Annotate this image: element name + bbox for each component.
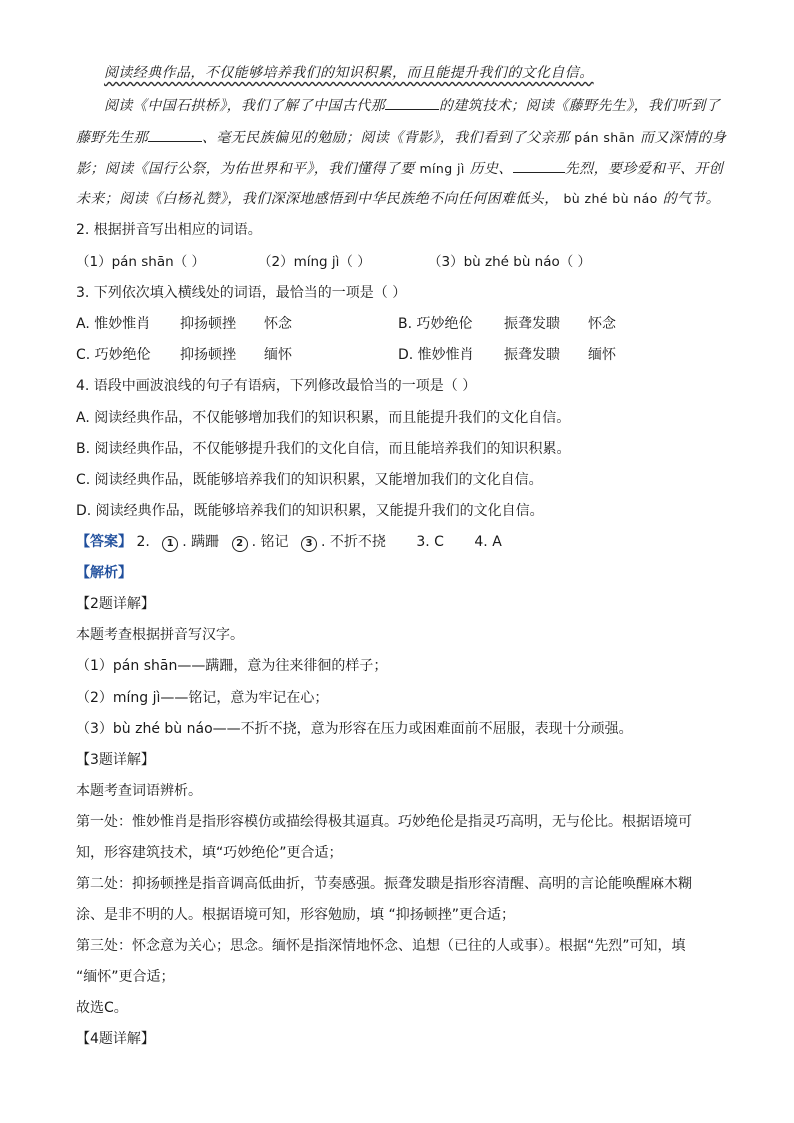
circled-number: 3 — [301, 536, 317, 552]
analysis-text: 知，形容建筑技术，填“巧妙绝伦”更合适； — [76, 845, 343, 861]
section-heading: 【2题详解】 — [76, 596, 155, 612]
analysis-text: 涂、是非不明的人。根据语境可知，形容勉励，填 “抑扬顿挫”更合适； — [76, 907, 515, 923]
question-3-title: 3. 下列依次填入横线处的词语，最恰当的一项是（ ） — [76, 285, 407, 301]
passage-text: 的气节。 — [662, 191, 721, 207]
analysis-text: 第二处：抑扬顿挫是指音调高低曲折，节奏感强。振聋发聩是指形容清醒、高明的言论能唤醒麻木糊 — [76, 876, 692, 892]
option-word: C. 巧妙绝伦 — [76, 347, 151, 363]
question-4-option-d: D. 阅读经典作品，既能够培养我们的知识积累，又能提升我们的文化自信。 — [76, 503, 544, 519]
option-word: 抑扬顿挫 — [180, 316, 236, 332]
answer-value: . 蹒跚 — [182, 534, 220, 550]
passage-line-1 — [104, 95, 720, 116]
option-word: 振聋发聩 — [504, 347, 560, 363]
question-2-item: （3）bù zhé bù náo（ ） — [428, 254, 592, 270]
section-heading: 【4题详解】 — [76, 1031, 155, 1047]
analysis-text: 故选C。 — [76, 1000, 128, 1016]
passage-text: 而又深情的身 — [639, 130, 727, 146]
option-word: 缅怀 — [588, 347, 616, 363]
passage-text: 影；阅读《国行公祭，为佑世界和平》，我们懂得了要 — [76, 161, 415, 177]
analysis-text: 本题考查词语辨析。 — [76, 783, 202, 799]
option-word: A. 惟妙惟肖 — [76, 316, 151, 332]
analysis-text: （2）míng jì——铭记，意为牢记在心； — [76, 690, 329, 706]
analysis-tag: 【解析】 — [76, 565, 132, 581]
question-3-option-d — [398, 344, 616, 364]
passage-text: 历史、 — [469, 161, 513, 177]
option-word: B. 巧妙绝伦 — [398, 316, 473, 332]
analysis-text: 第三处：怀念意为关心；思念。缅怀是指深情地怀念、追想（已往的人或事）。根据“先烈”可知，填 — [76, 938, 686, 954]
answer-value: . 不折不挠 — [320, 534, 386, 550]
question-4-option-c: C. 阅读经典作品，既能够培养我们的知识积累，又能增加我们的文化自信。 — [76, 472, 543, 488]
passage-text: 的建筑技术；阅读《藤野先生》，我们听到了 — [439, 98, 720, 114]
answer-value: 3. C — [416, 534, 444, 550]
question-3-option-a — [76, 313, 292, 333]
question-4-option-a: A. 阅读经典作品，不仅能够增加我们的知识积累，而且能提升我们的文化自信。 — [76, 410, 571, 426]
answer-value: 4. A — [474, 534, 502, 550]
option-word: 怀念 — [264, 316, 292, 332]
option-word: 怀念 — [588, 316, 616, 332]
analysis-text: （3）bù zhé bù náo——不折不挠，意为形容在压力或困难面前不屈服，表现十分顽强。 — [76, 721, 633, 737]
option-word: 振聋发聩 — [504, 316, 560, 332]
analysis-text: 本题考查根据拼音写汉字。 — [76, 627, 244, 643]
passage-text: 藤野先生那 — [76, 130, 148, 146]
fill-blank — [148, 127, 202, 142]
question-3-option-b — [398, 313, 616, 333]
answer-lead: 2. — [136, 534, 150, 550]
question-2-item: （1）pán shān（ ） — [76, 254, 205, 270]
passage-wavy-sentence: 阅读经典作品，不仅能够培养我们的知识积累，而且能提升我们的文化自信。 — [104, 65, 594, 81]
question-2-title: 2. 根据拼音写出相应的词语。 — [76, 222, 262, 238]
question-3-option-c — [76, 344, 292, 364]
passage-line-3 — [76, 158, 723, 179]
section-heading: 【3题详解】 — [76, 752, 155, 768]
option-word: 抑扬顿挫 — [180, 347, 236, 363]
question-2-item: （2）míng jì（ ） — [258, 254, 371, 270]
passage-text: 阅读《中国石拱桥》，我们了解了中国古代那 — [104, 98, 385, 114]
option-word: D. 惟妙惟肖 — [398, 347, 474, 363]
question-4-title: 4. 语段中画波浪线的句子有语病，下列修改最恰当的一项是（ ） — [76, 378, 477, 394]
pinyin-text: pán shān — [574, 130, 635, 145]
analysis-text: “缅怀”更合适； — [76, 969, 175, 985]
pinyin-text: míng jì — [419, 161, 465, 176]
pinyin-text: bù zhé bù náo — [563, 191, 658, 206]
option-word: 缅怀 — [264, 347, 292, 363]
analysis-text: 第一处：惟妙惟肖是指形容模仿或描绘得极其逼真。巧妙绝伦是指灵巧高明，无与伦比。根据语境可 — [76, 814, 692, 830]
question-4-option-b: B. 阅读经典作品，不仅能够提升我们的文化自信，而且能培养我们的知识积累。 — [76, 441, 571, 457]
answer-line — [76, 531, 502, 552]
analysis-text: （1）pán shān——蹒跚，意为往来徘徊的样子； — [76, 658, 388, 674]
fill-blank — [513, 158, 565, 173]
passage-text: 未来；阅读《白杨礼赞》，我们深深地感悟到中华民族绝不向任何困难低头， — [76, 191, 559, 207]
answer-value: . 铭记 — [251, 534, 289, 550]
circled-number: 2 — [232, 536, 248, 552]
passage-text: 、毫无民族偏见的勉励；阅读《背影》，我们看到了父亲那 — [202, 130, 570, 146]
passage-line-2 — [76, 127, 726, 148]
passage-text: 先烈，要珍爱和平、开创 — [564, 161, 724, 177]
fill-blank — [385, 95, 439, 110]
circled-number: 1 — [162, 536, 178, 552]
answer-tag: 【答案】 — [76, 534, 132, 550]
passage-line-4 — [76, 189, 720, 209]
